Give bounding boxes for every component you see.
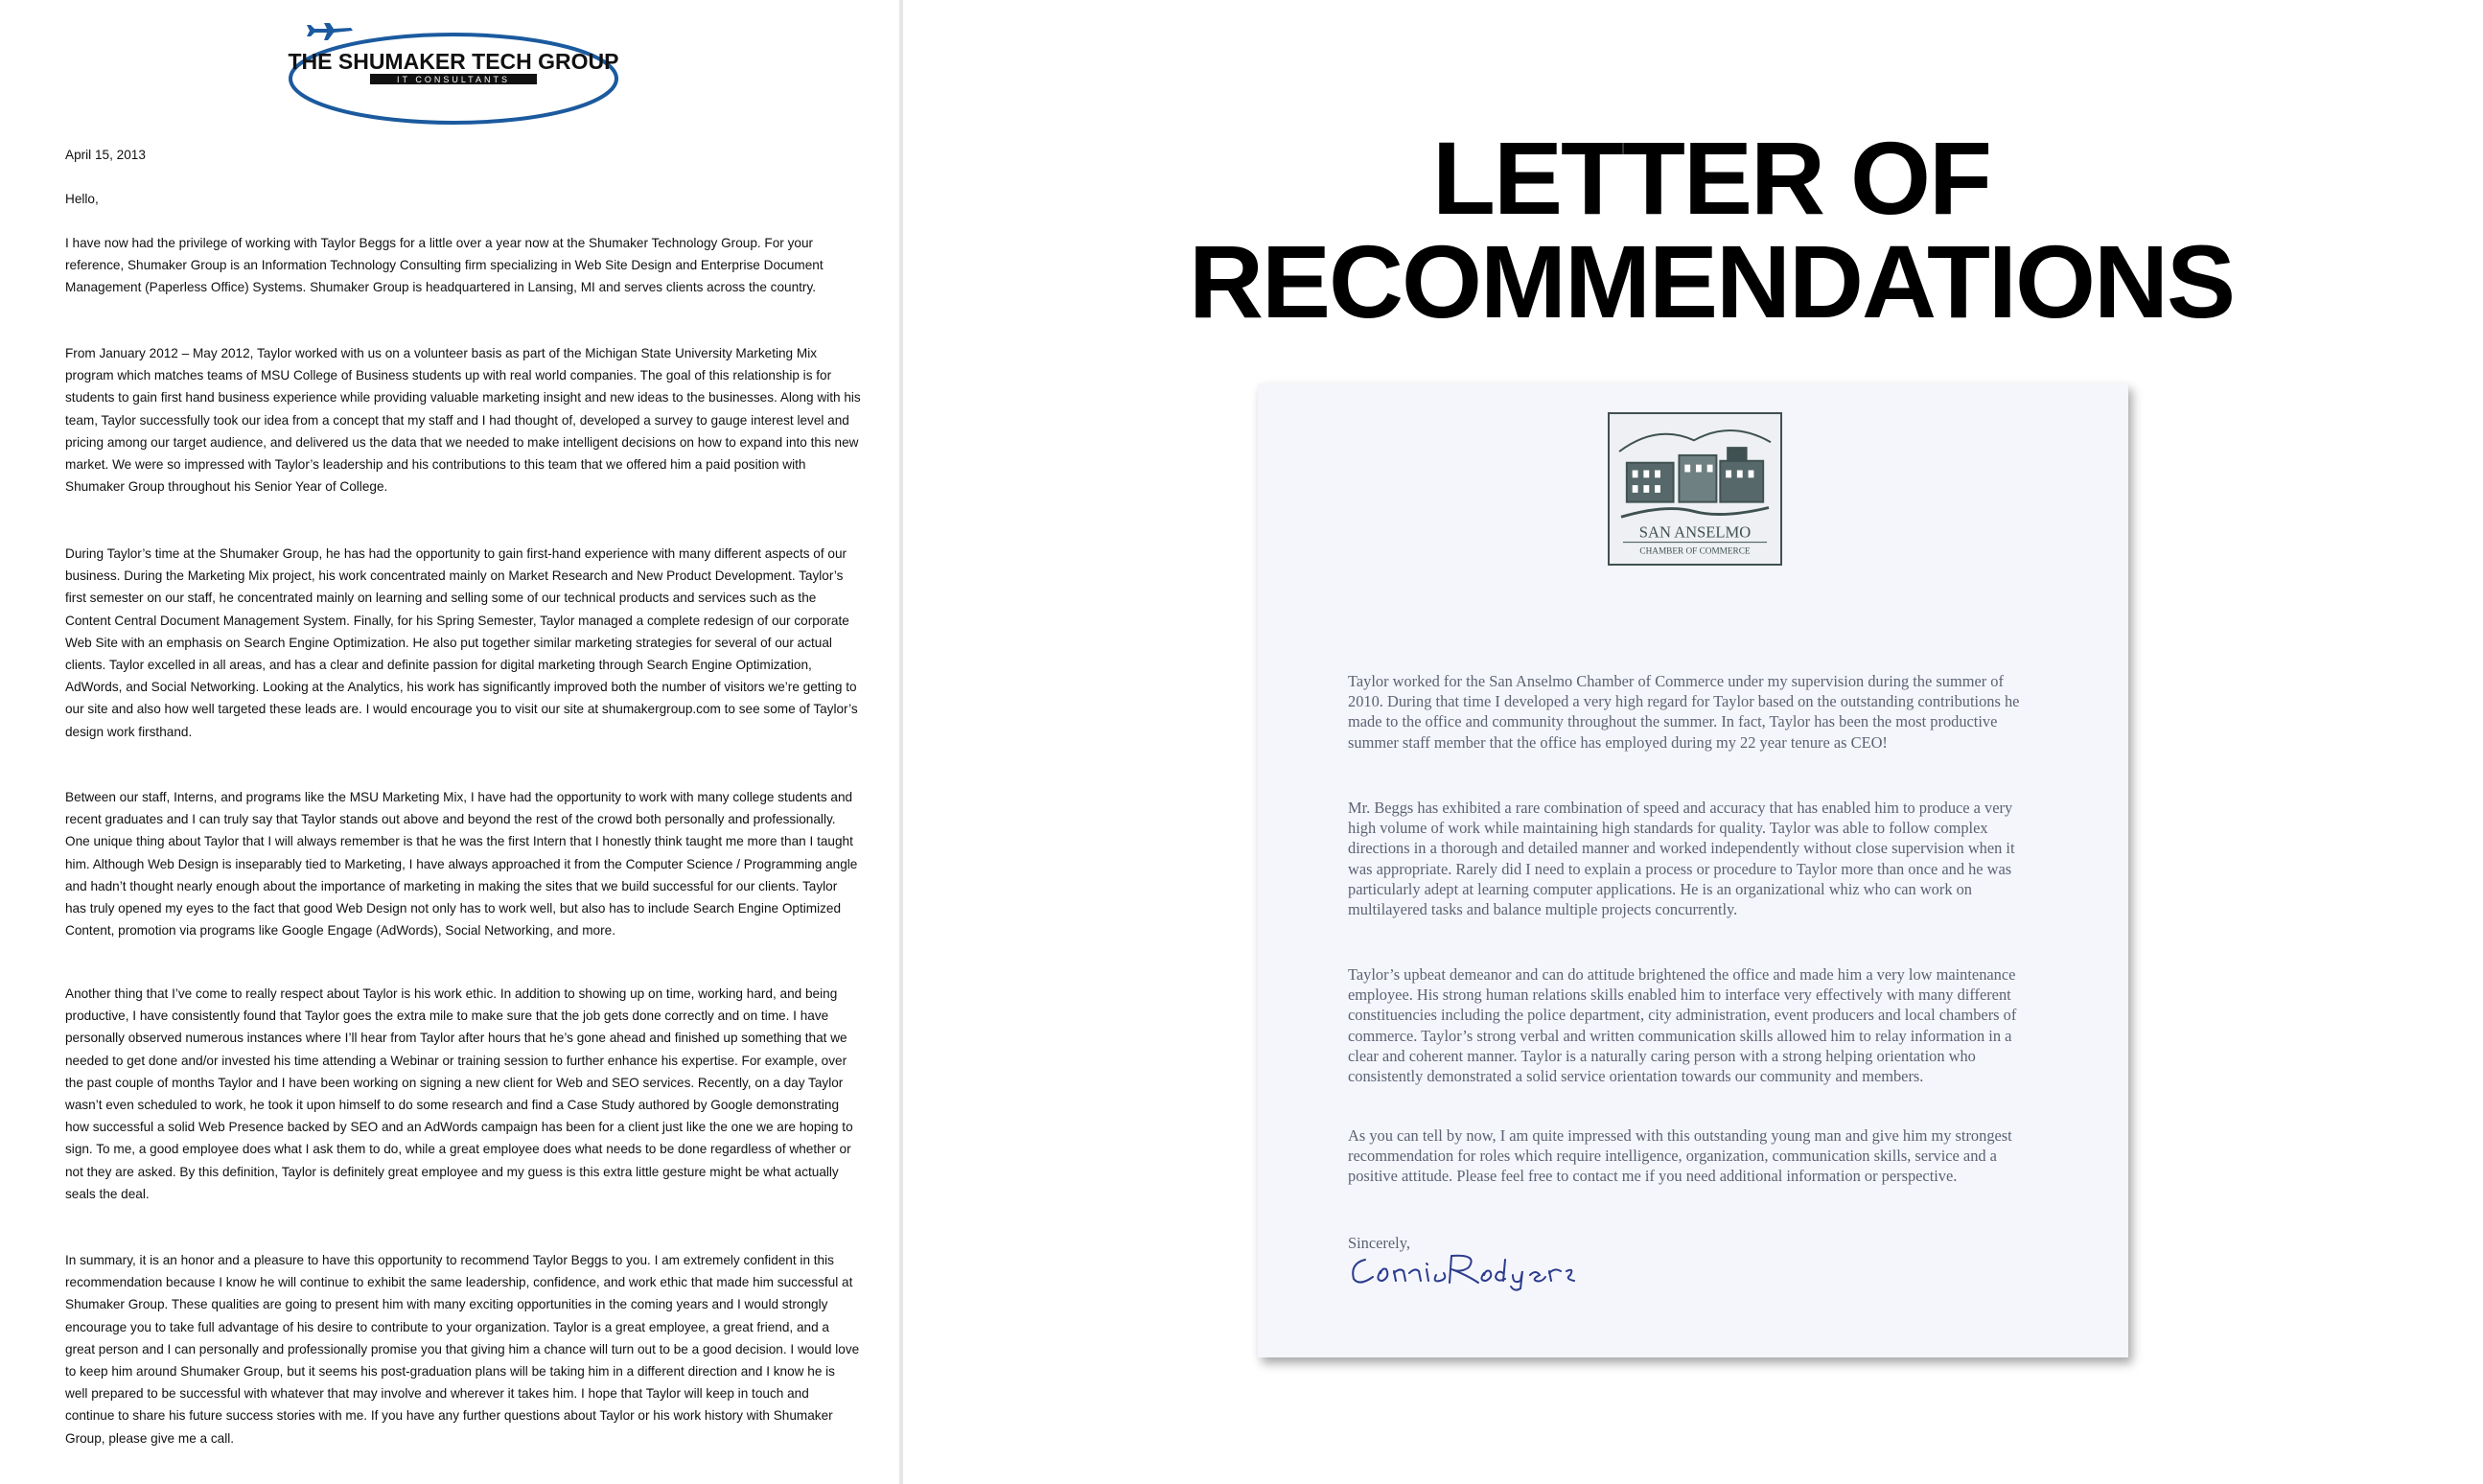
scan-paragraph: As you can tell by now, I am quite impressed with this outstanding young man and give him my strongest recommendation for roles which require intelligence, organization, communication skills, service and a positive attitude. Please feel free to contact me if you need additional information or perspective. <box>1348 1126 2012 1186</box>
shumaker-letter <box>65 0 870 1484</box>
letter-paragraph: I have now had the privilege of working with Taylor Beggs for a little over a year now at the Shumaker Technology Group. For your reference, Shumaker Group is an Information Technology Consulting firm specializing in Web Site Design and Enterprise Document Management (Paperless Office) Systems. Shumaker Group is headquartered in Lansing, MI and serves clients across the country. <box>65 236 824 295</box>
page-divider <box>899 0 903 1484</box>
scan-paragraph: Taylor’s upbeat demeanor and can do attitude brightened the office and made him a very low maintenance employee. His strong human relations skills enabled him to interface very effectively with many different constituencies including the police department, city administration, event producers and local chambers of commerce. Taylor’s strong verbal and written communication skills allowed him to relay information in a clear and coherent manner. Taylor is a naturally caring person with a strong helping orientation who consistently demonstrated a solid service orientation towards our community and members. <box>1348 965 2017 1086</box>
letter-greeting: Hello, <box>65 192 99 206</box>
letter-paragraph: Another thing that I’ve come to really respect about Taylor is his work ethic. In addition to showing up on time, working hard, and being productive, I have consistently found that Taylor goes the extra mile to make sure that the job gets done correctly and on time. I have personally observed numerous instances where I’ll hear from Taylor after hours that he’s gone ahead and finished up something that we needed to get done and/or invested his time attending a Webinar or training session to further enhance his expertise. For example, over the past couple of months Taylor and I have been working on signing a new client for Web and SEO services. Recently, on a day Taylor wasn’t even scheduled to work, he took it upon himself to do some research and find a Case Study authored by Google demonstrating how successful a solid Web Presence backed by SEO and an AdWords campaign has been for a client just like the one we are hoping to sign. To me, a good employee does what I ask them to do, while a great employee does what needs to be done regardless of whether or not they are asked. By this definition, Taylor is definitely great employee and my guess is this extra little gesture might be what actually seals the deal. <box>65 986 853 1201</box>
airplane-icon <box>307 23 353 40</box>
shumaker-logo-name: THE SHUMAKER TECH GROUP <box>288 49 619 74</box>
chamber-logo-name: SAN ANSELMO <box>1638 522 1752 542</box>
chamber-logo-subtitle: CHAMBER OF COMMERCE <box>1639 546 1751 557</box>
shumaker-logo <box>286 23 621 128</box>
letter-paragraph: In summary, it is an honor and a pleasure to have this opportunity to recommend Taylor Beggs to you. I am extremely confident in this recommendation because I know he will continue to exhibit the same leadership, confidence, and work ethic that made him successful at Shumaker Group. These qualities are going to present him with many exciting opportunities in the coming years and I would strongly encourage you to take full advantage of his desire to contribute to your organization. Taylor is a great employee, a great friend, and a great person and I can personally and professionally promise you that giving him a chance will turn out to be a good decision. I would love to keep him around Shumaker Group, but it seems his post-graduation plans will be taking him in a different direction and I know he is well prepared to be successful with whatever that may involve and wherever it takes him. I hope that Taylor will keep in touch and continue to share his future success stories with me. If you have any further questions about Taylor or his work history with Shumaker Group, please give me a call. <box>65 1253 860 1446</box>
san-anselmo-chamber-logo <box>1608 412 1782 566</box>
building-icon <box>1619 430 1771 517</box>
shumaker-logo-tagline: IT CONSULTANTS <box>396 75 511 84</box>
scan-paragraph: Taylor worked for the San Anselmo Chamber of Commerce under my supervision during the summer of 2010. During that time I developed a very high regard for Taylor based on the outstanding contributions he made to the office and community throughout the summer. In fact, Taylor has been the most productive summer staff member that the office has employed during my 22 year tenure as CEO! <box>1348 672 2020 752</box>
letter-paragraph: Between our staff, Interns, and programs like the MSU Marketing Mix, I have had the opportunity to work with many college students and recent graduates and I can truly say that Taylor stands out above and beyond the rest of the crowd both personally and professionally. One unique thing about Taylor that I will always remember is that he was the first Intern that I honestly think taught me more than I taught him. Although Web Design is inseparably tied to Marketing, I have always approached it from the Computer Science / Programming angle and hadn’t thought nearly enough about the importance of marketing in making the sites that we build successful for our clients. Taylor has truly opened my eyes to the fact that good Web Design not only has to work well, but also has to include Search Engine Optimized Content, promotion via programs like Google Engage (AdWords), Social Networking, and more. <box>65 790 858 939</box>
san-anselmo-letter-scan <box>1258 383 2128 1357</box>
page-title: LETTER OF RECOMMENDATIONS <box>1189 120 2234 339</box>
letter-paragraph: During Taylor’s time at the Shumaker Group, he has had the opportunity to gain first-hand experience with many different aspects of our business. During the Marketing Mix project, his work concentrated mainly on Market Research and New Product Development. Taylor’s first semester on our staff, he concentrated mainly on learning and selling some of our technical products and services such as the Content Central Document Management System. Finally, for his Spring Semester, Taylor managed a complete redesign of our corporate Web Site with an emphasis on Search Engine Optimization. He also put together similar marketing strategies for several of our actual clients. Taylor excelled in all areas, and has a clear and definite passion for digital marketing through Search Engine Optimization, AdWords, and Social Networking. Looking at the Analytics, his work has significantly improved both the number of visitors we’re getting to our site and also how well targeted these leads are. I would encourage you to visit our site at shumakergroup.com to see some of Taylor’s design work firsthand. <box>65 546 858 739</box>
letter-date: April 15, 2013 <box>65 148 146 162</box>
scan-paragraph: Mr. Beggs has exhibited a rare combination of speed and accuracy that has enabled him to produce a very high volume of work while maintaining high standards for quality. Taylor was able to follow complex directions in a thorough and detailed manner and worked independently without close supervision when it was appropriate. Rarely did I need to explain a process or procedure to Taylor more than once and he was particularly adept at learning computer applications. He is an organizational whiz who can work on multilayered tasks and balance multiple projects concurrently. <box>1348 799 2015 919</box>
letter-paragraph: From January 2012 – May 2012, Taylor worked with us on a volunteer basis as part of the Michigan State University Marketing Mix program which matches teams of MSU College of Business students up with real world companies. The goal of this relationship is for students to gain first hand business experience while providing valuable marketing insight and new ideas to the businesses. Along with his team, Taylor successfully took our idea from a concept that my staff and I had thought of, developed a survey to gauge interest level and pricing among our target audience, and delivered us the data that we needed to make intelligent decisions on how to expand into this new market. We were so impressed with Taylor’s leadership and his contributions to this team that we offered him a paid position with Shumaker Group throughout his Senior Year of College. <box>65 346 861 495</box>
handwritten-signature <box>1344 1246 1632 1294</box>
scan-closing: Sincerely, <box>1348 1234 1410 1252</box>
